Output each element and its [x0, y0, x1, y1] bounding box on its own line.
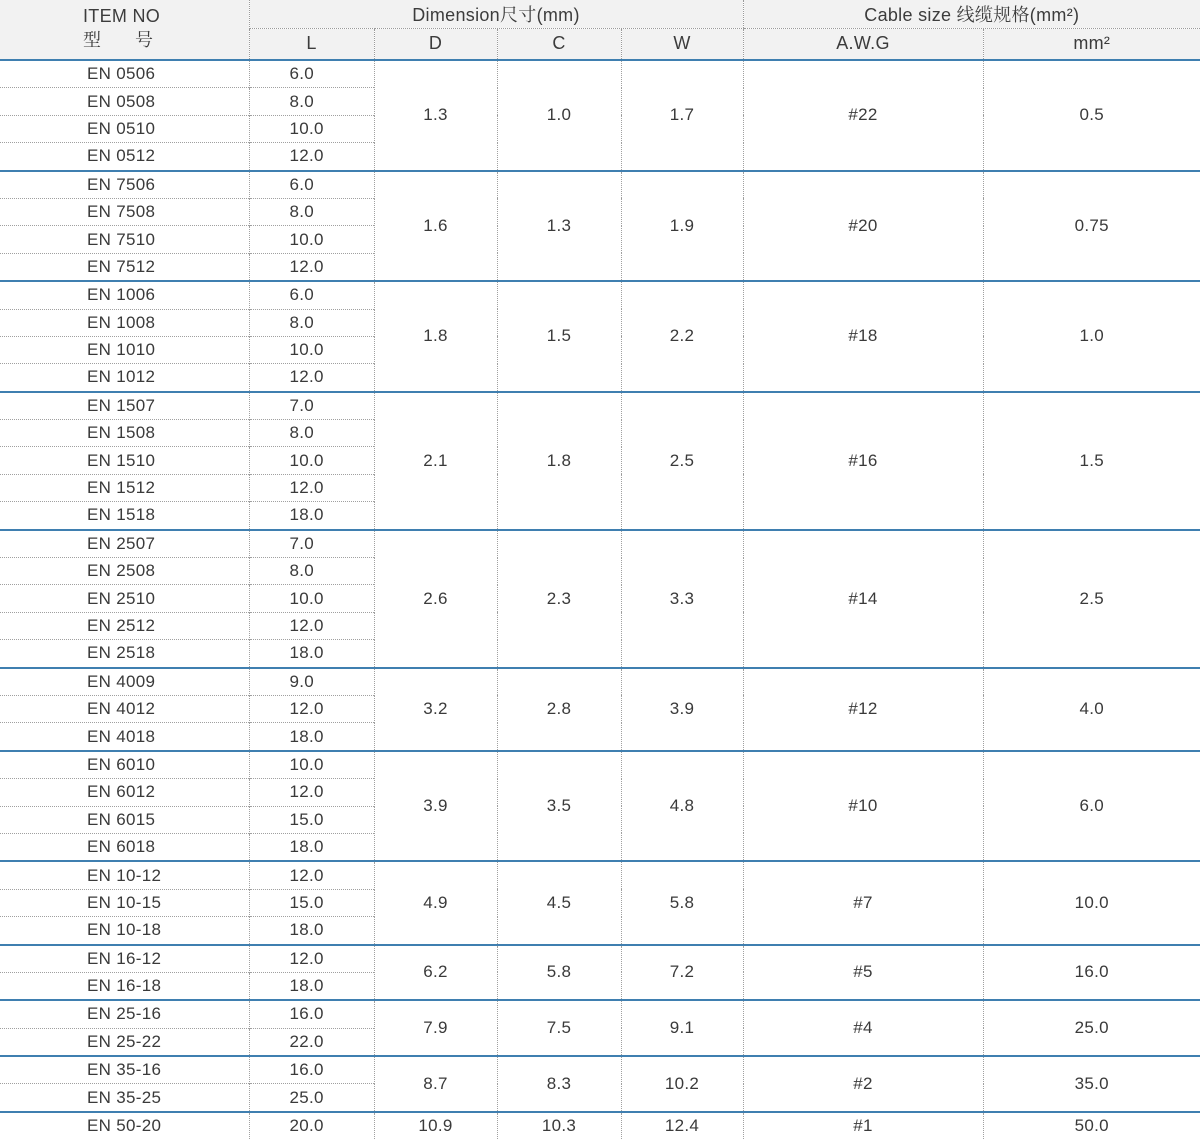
length-cell: 8.0: [249, 309, 374, 336]
table-row: [0, 530, 1200, 558]
item-no-cell: EN 4009: [0, 668, 249, 696]
table-row: [0, 392, 1200, 420]
item-no-cell: EN 25-22: [0, 1028, 249, 1056]
awg-cell: #18: [743, 281, 983, 392]
awg-cell: #4: [743, 1000, 983, 1056]
mm2-cell: 25.0: [983, 1000, 1200, 1056]
table-row: [0, 281, 1200, 309]
length-cell: 12.0: [249, 612, 374, 639]
length-cell: 10.0: [249, 336, 374, 363]
mm2-cell: 0.5: [983, 60, 1200, 171]
length-cell: 12.0: [249, 143, 374, 171]
dim-c-cell: 3.5: [497, 751, 621, 862]
item-no-cell: EN 10-18: [0, 917, 249, 945]
item-no-cell: EN 6018: [0, 833, 249, 861]
length-cell: 9.0: [249, 668, 374, 696]
table-body: [0, 60, 1200, 1139]
length-cell: 6.0: [249, 60, 374, 88]
dim-w-cell: 3.9: [621, 668, 743, 751]
length-cell: 10.0: [249, 751, 374, 779]
length-cell: 10.0: [249, 585, 374, 612]
awg-cell: #12: [743, 668, 983, 751]
dim-c-cell: 1.0: [497, 60, 621, 171]
item-no-cell: EN 7506: [0, 171, 249, 199]
item-no-cell: EN 2507: [0, 530, 249, 558]
length-cell: 7.0: [249, 392, 374, 420]
item-no-cell: EN 2512: [0, 612, 249, 639]
item-no-cell: EN 6015: [0, 806, 249, 833]
item-no-cell: EN 1512: [0, 474, 249, 501]
awg-cell: #10: [743, 751, 983, 862]
mm2-cell: 0.75: [983, 171, 1200, 282]
awg-cell: #20: [743, 171, 983, 282]
dim-d-cell: 1.8: [374, 281, 497, 392]
length-cell: 12.0: [249, 945, 374, 973]
table-row: [0, 171, 1200, 199]
table-row: [0, 945, 1200, 973]
col-header-d: D: [374, 28, 497, 59]
table-row: [0, 861, 1200, 889]
length-cell: 22.0: [249, 1028, 374, 1056]
length-cell: 16.0: [249, 1056, 374, 1084]
dim-w-cell: 9.1: [621, 1000, 743, 1056]
dim-w-cell: 7.2: [621, 945, 743, 1001]
item-no-cell: EN 10-15: [0, 889, 249, 916]
length-cell: 8.0: [249, 88, 374, 115]
length-cell: 7.0: [249, 530, 374, 558]
mm2-cell: 16.0: [983, 945, 1200, 1001]
mm2-cell: 1.0: [983, 281, 1200, 392]
item-no-label-zh: 型号: [83, 30, 187, 50]
dim-c-cell: 1.8: [497, 392, 621, 530]
col-header-c: C: [497, 28, 621, 59]
mm2-cell: 50.0: [983, 1112, 1200, 1139]
item-no-cell: EN 6010: [0, 751, 249, 779]
col-header-mm2: mm²: [983, 28, 1200, 59]
item-no-cell: EN 7508: [0, 198, 249, 225]
dim-d-cell: 7.9: [374, 1000, 497, 1056]
mm2-cell: 2.5: [983, 530, 1200, 668]
length-cell: 12.0: [249, 695, 374, 722]
item-no-cell: EN 4018: [0, 723, 249, 751]
mm2-cell: 4.0: [983, 668, 1200, 751]
item-no-cell: EN 1508: [0, 420, 249, 447]
length-cell: 18.0: [249, 917, 374, 945]
item-no-cell: EN 1507: [0, 392, 249, 420]
item-no-cell: EN 25-16: [0, 1000, 249, 1028]
dim-w-cell: 1.7: [621, 60, 743, 171]
awg-cell: #16: [743, 392, 983, 530]
table-row: [0, 1112, 1200, 1139]
awg-cell: #7: [743, 861, 983, 944]
cable-size-header: Cable size 线缆规格(mm²): [743, 0, 1200, 28]
item-no-cell: EN 1008: [0, 309, 249, 336]
dim-w-cell: 2.2: [621, 281, 743, 392]
length-cell: 12.0: [249, 364, 374, 392]
dim-d-cell: 1.6: [374, 171, 497, 282]
table-header: [0, 0, 1200, 60]
col-header-l: L: [249, 28, 374, 59]
length-cell: 18.0: [249, 502, 374, 530]
awg-cell: #1: [743, 1112, 983, 1139]
length-cell: 12.0: [249, 779, 374, 806]
dim-d-cell: 6.2: [374, 945, 497, 1001]
dim-w-cell: 5.8: [621, 861, 743, 944]
dim-d-cell: 4.9: [374, 861, 497, 944]
length-cell: 16.0: [249, 1000, 374, 1028]
mm2-cell: 10.0: [983, 861, 1200, 944]
dim-w-cell: 12.4: [621, 1112, 743, 1139]
col-header-w: W: [621, 28, 743, 59]
item-no-cell: EN 35-25: [0, 1084, 249, 1112]
dim-c-cell: 8.3: [497, 1056, 621, 1112]
dim-c-cell: 1.5: [497, 281, 621, 392]
awg-cell: #2: [743, 1056, 983, 1112]
item-no-cell: EN 50-20: [0, 1112, 249, 1139]
length-cell: 8.0: [249, 420, 374, 447]
item-no-cell: EN 2510: [0, 585, 249, 612]
item-no-cell: EN 0510: [0, 115, 249, 142]
dim-w-cell: 3.3: [621, 530, 743, 668]
item-no-cell: EN 7512: [0, 253, 249, 281]
awg-cell: #22: [743, 60, 983, 171]
length-cell: 10.0: [249, 447, 374, 474]
item-no-header: [0, 0, 249, 59]
item-no-cell: EN 2518: [0, 640, 249, 668]
item-no-cell: EN 16-12: [0, 945, 249, 973]
item-no-cell: EN 0512: [0, 143, 249, 171]
item-no-cell: EN 16-18: [0, 972, 249, 1000]
dim-d-cell: 8.7: [374, 1056, 497, 1112]
length-cell: 12.0: [249, 253, 374, 281]
dim-d-cell: 10.9: [374, 1112, 497, 1139]
length-cell: 12.0: [249, 474, 374, 501]
length-cell: 18.0: [249, 833, 374, 861]
length-cell: 20.0: [249, 1112, 374, 1139]
dim-c-cell: 10.3: [497, 1112, 621, 1139]
item-no-cell: EN 0506: [87, 64, 156, 84]
dim-d-cell: 2.1: [374, 392, 497, 530]
item-no-cell: EN 35-16: [0, 1056, 249, 1084]
item-no-cell: EN 6012: [0, 779, 249, 806]
dim-c-cell: 1.3: [497, 171, 621, 282]
dim-d-cell: 3.2: [374, 668, 497, 751]
table-row: [0, 1056, 1200, 1084]
item-no-cell: EN 7510: [0, 226, 249, 253]
item-no-cell: EN 1010: [0, 336, 249, 363]
table-row: [0, 668, 1200, 696]
dim-w-cell: 2.5: [621, 392, 743, 530]
col-header-awg: A.W.G: [743, 28, 983, 59]
length-cell: 12.0: [249, 861, 374, 889]
length-cell: 10.0: [249, 226, 374, 253]
dim-c-cell: 7.5: [497, 1000, 621, 1056]
dim-w-cell: 1.9: [621, 171, 743, 282]
item-no-cell: EN 1510: [0, 447, 249, 474]
dim-d-cell: 2.6: [374, 530, 497, 668]
item-no-cell: EN 1012: [0, 364, 249, 392]
length-cell: 15.0: [249, 889, 374, 916]
item-no-cell: EN 1518: [0, 502, 249, 530]
dim-d-cell: 1.3: [374, 60, 497, 171]
length-cell: 6.0: [249, 281, 374, 309]
dim-w-cell: 10.2: [621, 1056, 743, 1112]
length-cell: 25.0: [249, 1084, 374, 1112]
awg-cell: #5: [743, 945, 983, 1001]
length-cell: 15.0: [249, 806, 374, 833]
mm2-cell: 6.0: [983, 751, 1200, 862]
item-no-cell: EN 10-12: [0, 861, 249, 889]
mm2-cell: 35.0: [983, 1056, 1200, 1112]
awg-cell: #14: [743, 530, 983, 668]
length-cell: 8.0: [249, 198, 374, 225]
dim-c-cell: 4.5: [497, 861, 621, 944]
length-cell: 18.0: [249, 640, 374, 668]
item-no-cell: EN 4012: [0, 695, 249, 722]
item-no-cell: EN 2508: [0, 558, 249, 585]
table-row: [0, 60, 1200, 88]
item-no-cell: EN 0508: [0, 88, 249, 115]
item-no-label: ITEM NO: [83, 6, 161, 26]
length-cell: 18.0: [249, 723, 374, 751]
dim-w-cell: 4.8: [621, 751, 743, 862]
length-cell: 18.0: [249, 972, 374, 1000]
item-no-cell: EN 1006: [0, 281, 249, 309]
dimension-header: Dimension尺寸(mm): [249, 0, 743, 28]
dim-c-cell: 2.8: [497, 668, 621, 751]
table-row: [0, 1000, 1200, 1028]
table-row: [0, 751, 1200, 779]
dim-d-cell: 3.9: [374, 751, 497, 862]
mm2-cell: 1.5: [983, 392, 1200, 530]
dim-c-cell: 5.8: [497, 945, 621, 1001]
length-cell: 6.0: [249, 171, 374, 199]
length-cell: 10.0: [249, 115, 374, 142]
dim-c-cell: 2.3: [497, 530, 621, 668]
length-cell: 8.0: [249, 558, 374, 585]
